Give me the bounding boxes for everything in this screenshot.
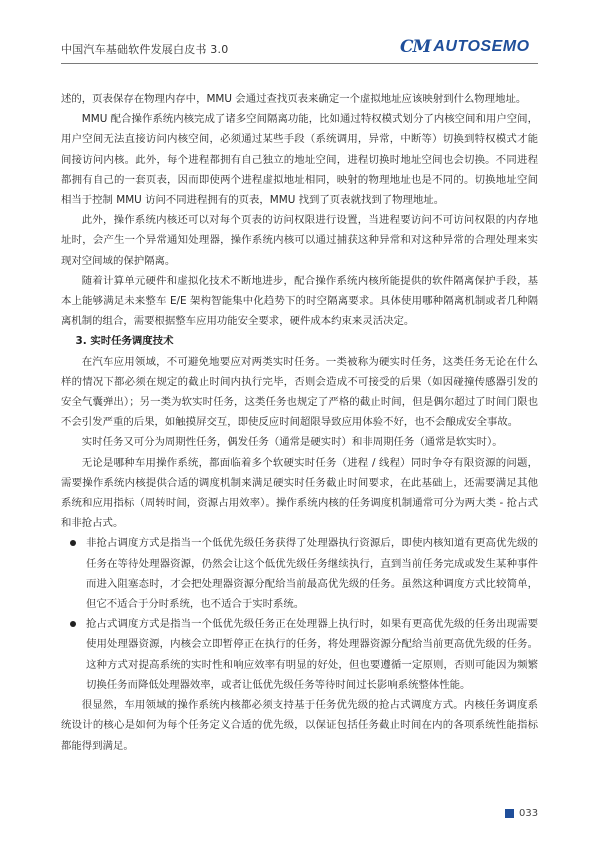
paragraph-virtualization: 随着计算单元硬件和虚拟化技术不断地进步，配合操作系统内核所能提供的软件隔离保护手段，基本上能够满足未来整车 E/E 架构智能集中化趋势下的时空隔离要求。具体使用哪种隔离机制或者几种隔离机制的组合，需要根据整车应用功能安全要求，硬件成本约束来灵活决定。: [61, 274, 538, 328]
autosemo-logo: [400, 37, 530, 57]
paragraph-page-permissions: 此外，操作系统内核还可以对每个页表的访问权限进行设置，当进程要访问不可访问权限的内存地址时，会产生一个异常通知处理器，操作系统内核可以通过捕获这种异常和对这种异常的合理处理来实现对空间域的保护隔离。: [61, 214, 538, 267]
header-divider: [61, 63, 538, 64]
document-title: 中国汽车基础软件发展白皮书 3.0: [61, 43, 229, 56]
logo-mark-icon: CM: [400, 37, 431, 57]
section-heading: 3. 实时任务调度技术: [75, 335, 174, 348]
bullet-dot-icon: [70, 540, 76, 546]
bullet-preemptive: [61, 614, 538, 695]
bullet-dot-icon: [70, 621, 76, 627]
page-number: 033: [519, 808, 539, 819]
logo-text: AUTOSEMO: [433, 38, 530, 55]
page-marker-icon: [505, 809, 514, 818]
page-header: [0, 0, 600, 66]
paragraph-task-types: 实时任务又可分为周期性任务，偶发任务（通常是硬实时）和非周期任务（通常是软实时）。: [81, 436, 503, 449]
body-text: [61, 89, 538, 756]
page-footer: [505, 808, 538, 819]
paragraph-mmu-isolation: MMU 配合操作系统内核完成了诸多空间隔离功能，比如通过特权模式划分了内核空间和用户空间，用户空间无法直接访问内核空间，必须通过某些手段（系统调用，异常，中断等）切换到特权模式才能间接访问内核。此外，每个进程都拥有自己独立的地址空间，进程切换时地址空间也会切换。不同进程都拥有自己的一套页表，因而即使两个进程虚拟地址相同，映射的物理地址也是不同的。切换地址空间相当于控制 MMU 访问不同进程拥有的页表，MMU 找到了页表就找到了物理地址。: [61, 113, 538, 207]
paragraph-realtime-tasks: 在汽车应用领域，不可避免地要应对两类实时任务。一类被称为硬实时任务，这类任务无论在什么样的情况下都必须在规定的截止时间内执行完毕，否则会造成不可接受的后果（如因碰撞传感器引发的安全气囊弹出）；另一类为软实时任务，这类任务也规定了严格的截止时间，但是偶尔超过了时间门限也不会引发严重的后果，如触摸屏交互，即使反应时间超限导致应用体验不好，也不会酿成安全事故。: [61, 355, 538, 429]
paragraph-continuation: 述的，页表保存在物理内存中，MMU 会通过查找页表来确定一个虚拟地址应该映射到什么物理地址。: [61, 93, 527, 105]
bullet-text: 非抢占调度方式是指当一个低优先级任务获得了处理器执行资源后，即使内核知道有更高优先级的任务在等待处理器资源，仍然会让这个低优先级任务继续执行，直到当前任务完成或发生某种事件而进入阻塞态时，才会把处理器资源分配给当前最高优先级的任务。虽然这种调度方式比较简单，但它不适合于分时系统，也不适合于实时系统。: [86, 537, 538, 611]
bullet-non-preemptive: [61, 533, 538, 614]
bullet-text: 抢占式调度方式是指当一个低优先级任务正在处理器上执行时，如果有更高优先级的任务出现需要使用处理器资源，内核会立即暂停正在执行的任务，将处理器资源分配给当前更高优先级的任务。这种方式对提高系统的实时性和响应效率有明显的好处，但也要遵循一定原则，否则可能因为频繁切换任务而降低处理器效率，或者让低优先级任务等待时间过长影响系统整体性能。: [86, 618, 538, 691]
paragraph-conclusion: 很显然，车用领域的操作系统内核都必须支持基于任务优先级的抢占式调度方式。内核任务调度系统设计的核心是如何为每个任务定义合适的优先级，以保证包括任务截止时间在内的各项系统性能指标都能得到满足。: [61, 699, 538, 752]
paragraph-scheduling-overview: 无论是哪种车用操作系统，都面临着多个软硬实时任务（进程 / 线程）同时争夺有限资源的问题，需要操作系统内核提供合适的调度机制来满足硬实时任务截止时间要求，在此基础上，还需要满足其他系统和应用指标（周转时间，资源占用效率）。操作系统内核的任务调度机制通常可分为两大类 - 抢占式和非抢占式。: [61, 456, 538, 530]
